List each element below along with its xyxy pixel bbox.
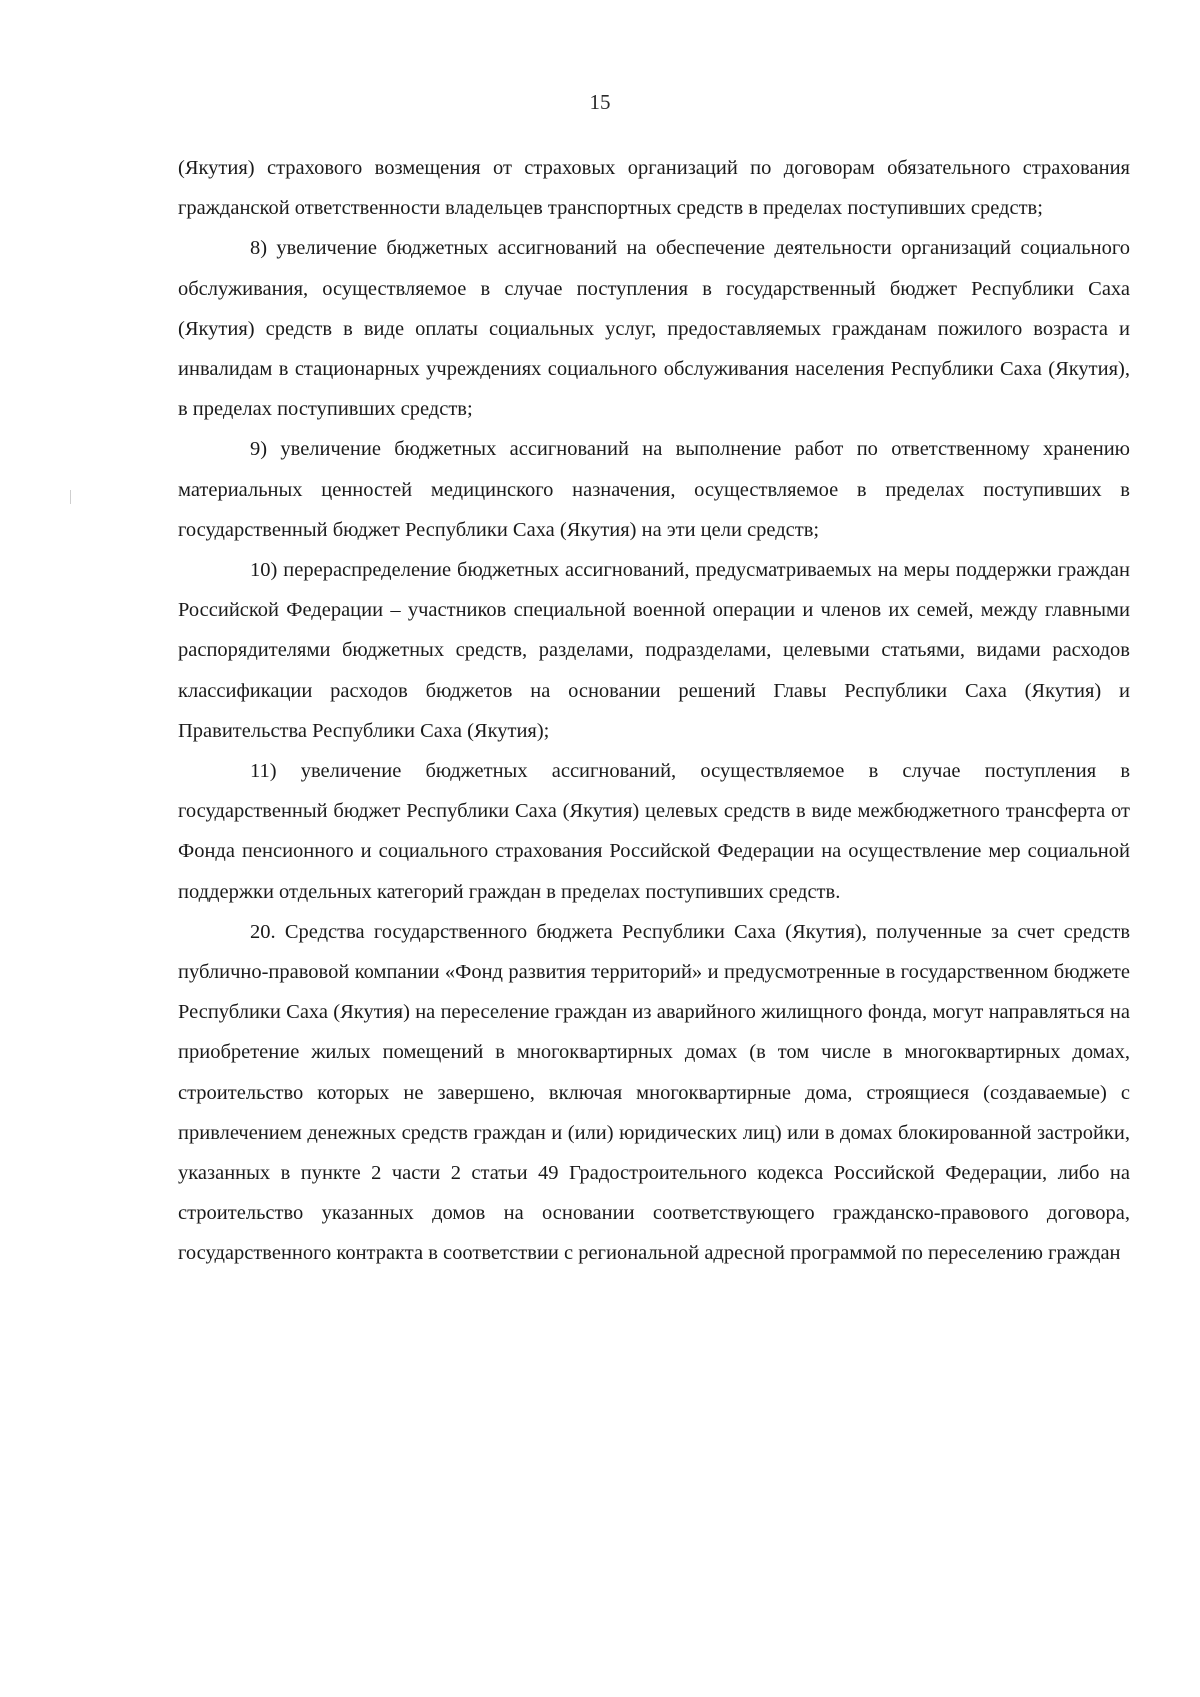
paragraph-item-10: 10) перераспределение бюджетных ассигнований, предусматриваемых на меры поддержки граждан Российской Федерации – участников специальной военной операции и членов их семей, между главными распорядителями бюджетных средств, разделами, подразделами, целевыми статьями, видами расходов классификации расходов бюджетов на основании решений Главы Республики Саха (Якутия) и Правительства Республики Саха (Якутия);: [178, 559, 1130, 742]
document-body: [178, 148, 1130, 1274]
scan-artifact: [70, 490, 71, 504]
paragraph-item-11: 11) увеличение бюджетных ассигнований, осуществляемое в случае поступления в государственный бюджет Республики Саха (Якутия) целевых средств в виде межбюджетного трансферта от Фонда пенсионного и социального страхования Российской Федерации на осуществление мер социальной поддержки отдельных категорий граждан в пределах поступивших средств.: [178, 760, 1130, 903]
page-number: 15: [589, 90, 611, 114]
paragraph-continuation: (Якутия) страхового возмещения от страховых организаций по договорам обязательного страхования гражданской ответственности владельцев транспортных средств в пределах поступивших средств;: [178, 157, 1130, 220]
paragraph-item-8: 8) увеличение бюджетных ассигнований на обеспечение деятельности организаций социального обслуживания, осуществляемое в случае поступления в государственный бюджет Республики Саха (Якутия) средств в виде оплаты социальных услуг, предоставляемых гражданам пожилого возраста и инвалидам в стационарных учреждениях социального обслуживания населения Республики Саха (Якутия), в пределах поступивших средств;: [178, 237, 1130, 421]
paragraph-item-9: 9) увеличение бюджетных ассигнований на выполнение работ по ответственному хранению материальных ценностей медицинского назначения, осуществляемое в пределах поступивших в государственный бюджет Республики Саха (Якутия) на эти цели средств;: [178, 438, 1130, 541]
paragraph-section-20: 20. Средства государственного бюджета Республики Саха (Якутия), полученные за счет средств публично-правовой компании «Фонд развития территорий» и предусмотренные в государственном бюджете Республики Саха (Якутия) на переселение граждан из аварийного жилищного фонда, могут направляться на приобретение жилых помещений в многоквартирных домах (в том числе в многоквартирных домах, строительство которых не завершено, включая многоквартирные дома, строящиеся (создаваемые) с привлечением денежных средств граждан и (или) юридических лиц) или в домах блокированной застройки, указанных в пункте 2 части 2 статьи 49 Градостроительного кодекса Российской Федерации, либо на строительство указанных домов на основании соответствующего гражданско-правового договора, государственного контракта в соответствии с региональной адресной программой по переселению граждан: [178, 920, 1130, 1265]
